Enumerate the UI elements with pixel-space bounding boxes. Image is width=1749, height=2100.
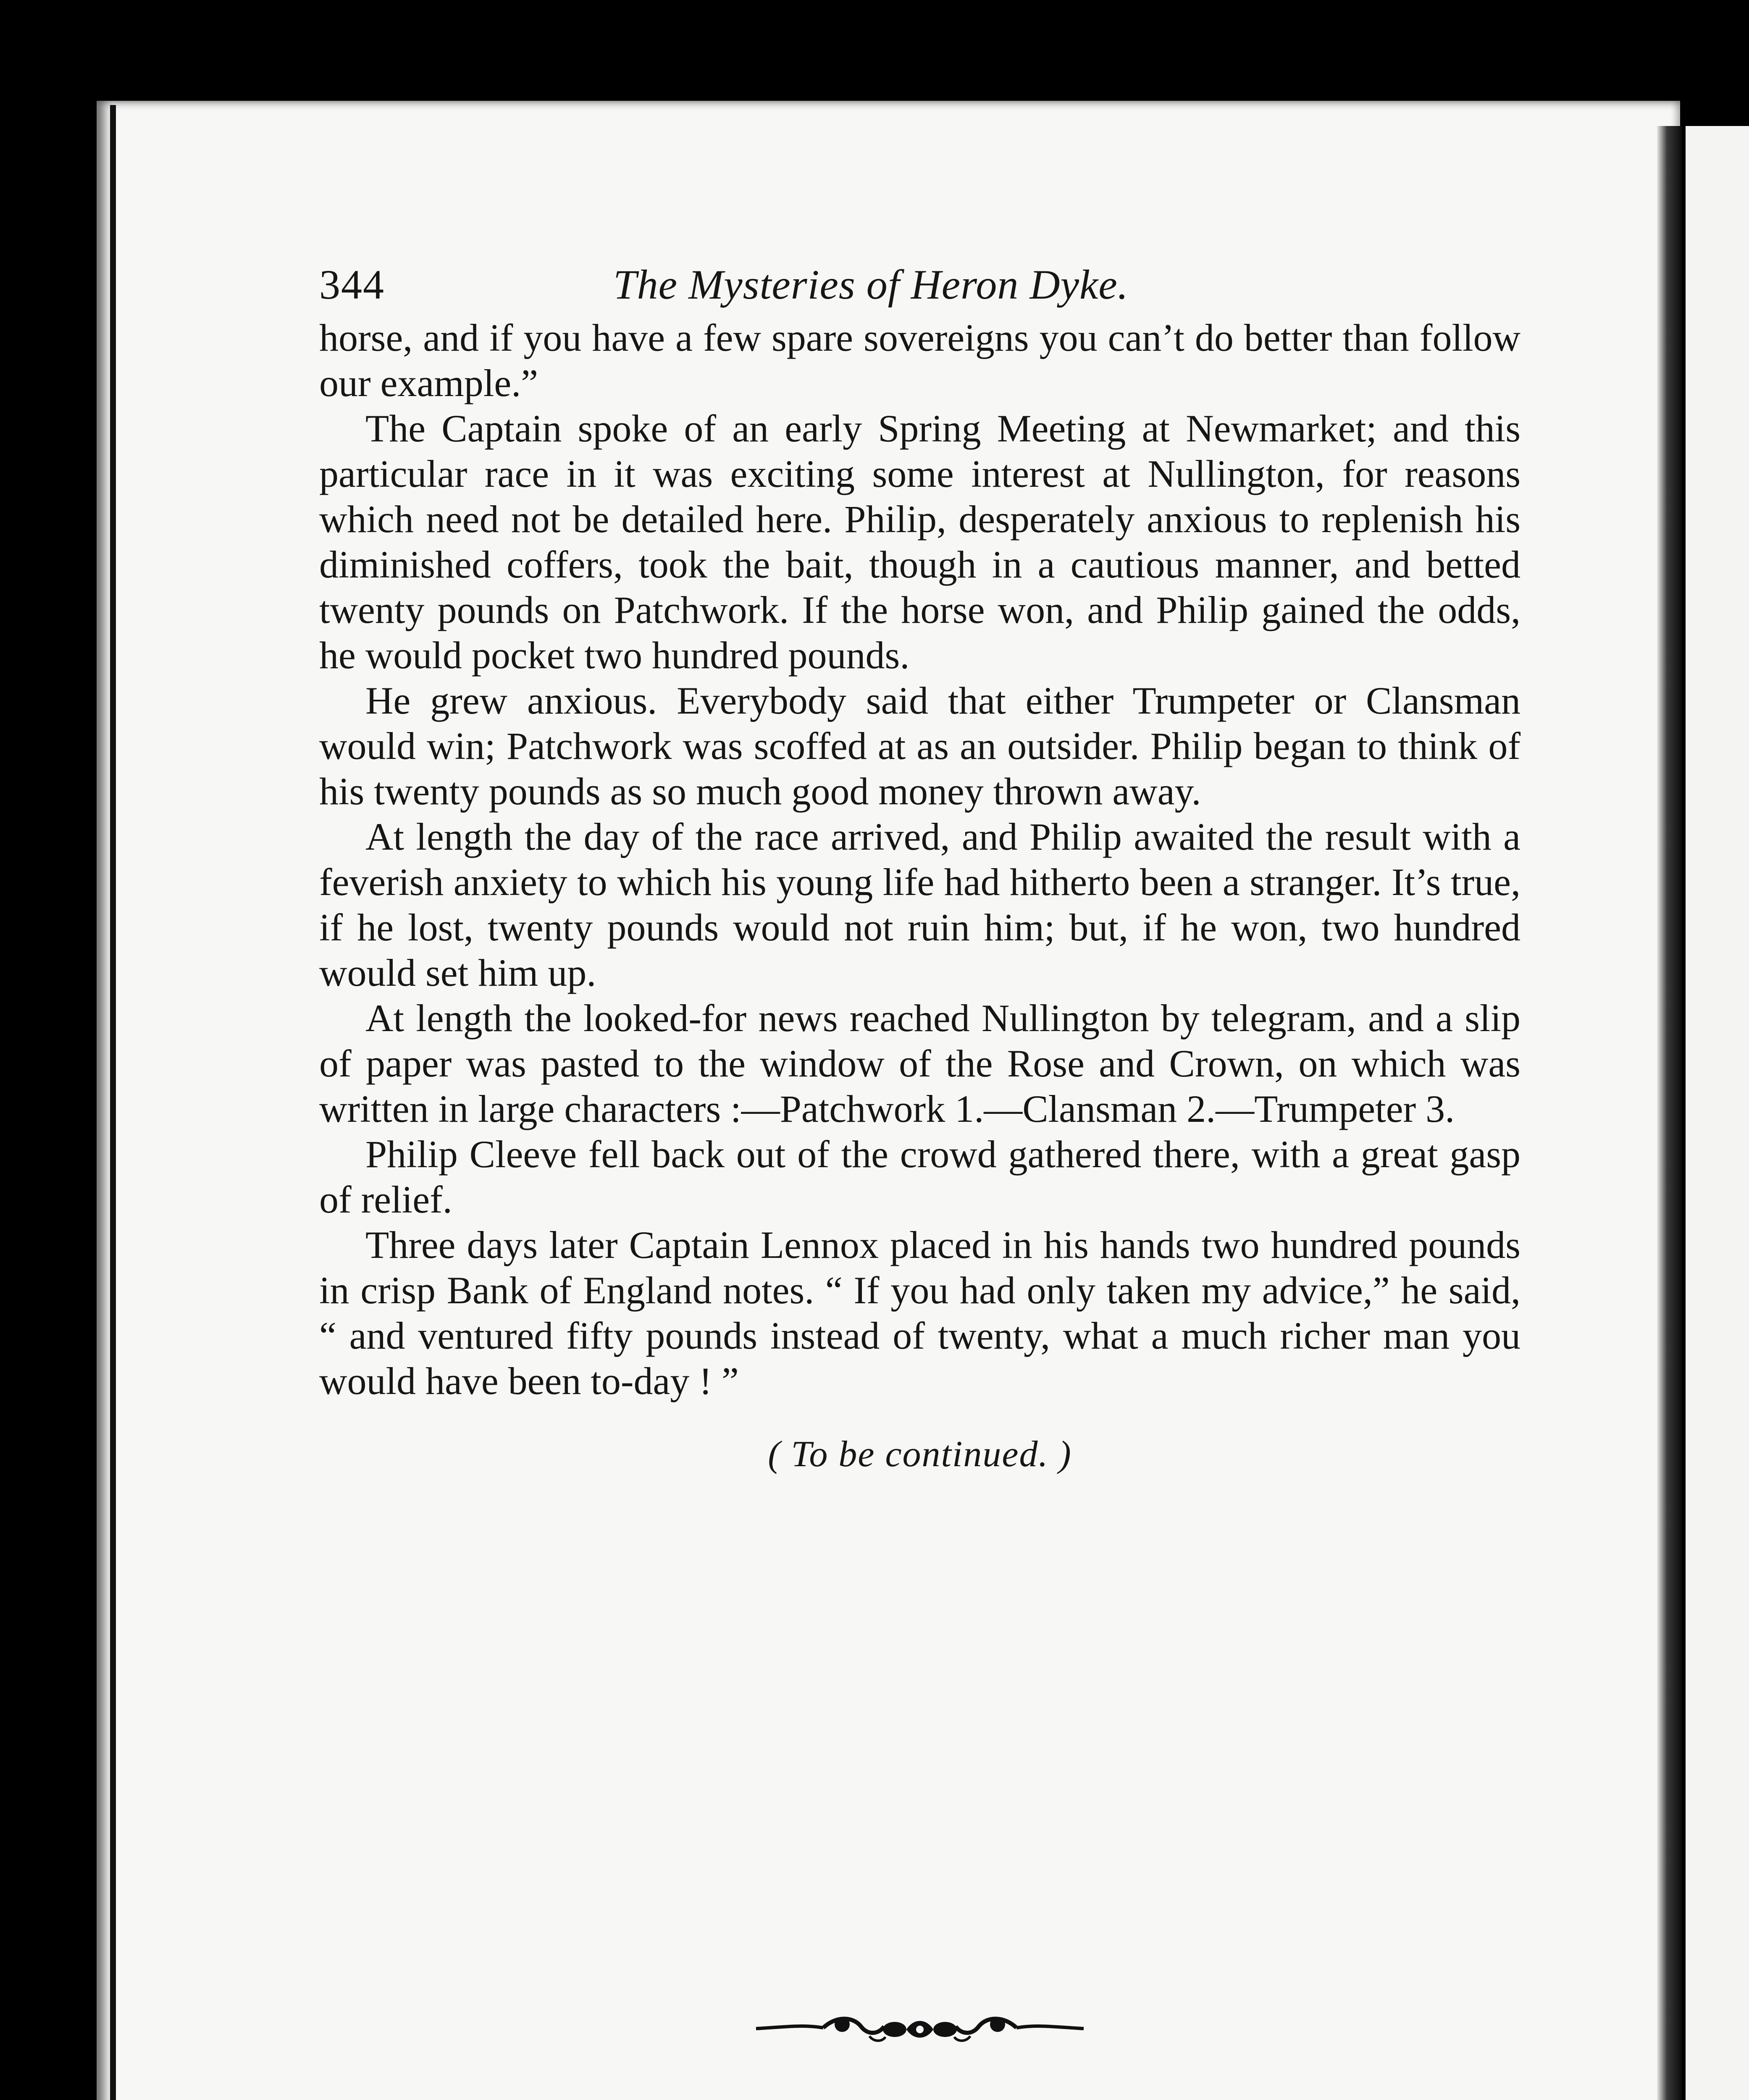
body-text xyxy=(319,315,1521,1404)
to-be-continued-note: ( To be continued. ) xyxy=(768,1434,1072,1475)
page-gutter-shadow xyxy=(110,105,116,2100)
paragraph: Three days later Captain Lennox placed in his hands two hundred pounds in crisp Bank of England notes. “ If you had only taken my advice,” he said, “ and ventured fifty pounds instead of twenty, what a much richer man you would have been to-day ! ” xyxy=(319,1223,1521,1402)
running-head xyxy=(319,252,1521,315)
running-title: The Mysteries of Heron Dyke. xyxy=(613,261,1129,308)
vine-ornament-icon xyxy=(752,2012,1088,2045)
paragraph: Philip Cleeve fell back out of the crowd gathered there, with a great gasp of relief. xyxy=(319,1133,1521,1221)
paragraph: At length the day of the race arrived, and Philip awaited the result with a feverish anxiety to which his young life had hitherto been a stranger. It’s true, if he lost, twenty pounds would not ruin him; but, if he won, two hundred would set him up. xyxy=(319,815,1521,994)
paragraph: At length the looked-for news reached Nullington by telegram, and a slip of paper was pasted to the window of the Rose and Crown, on which was written in large characters :—Patchwork 1.—Clansman 2.—Trumpeter 3. xyxy=(319,997,1521,1130)
page-fold-shadow xyxy=(1657,126,1682,2100)
next-page-edge xyxy=(1682,126,1749,2100)
paragraph: The Captain spoke of an early Spring Meeting at Newmarket; and this particular race in it was exciting some interest at Nullington, for reasons which need not be detailed here. Philip, desperately anxious to replenish his diminished coffers, took the bait, though in a cautious manner, and betted twenty pounds on Patchwork. If the horse won, and Philip gained the odds, he would pocket two hundred pounds. xyxy=(319,407,1521,677)
paragraph-continuation: horse, and if you have a few spare sovereigns you can’t do better than follow our example.” xyxy=(319,316,1521,404)
page-number: 344 xyxy=(319,261,385,308)
page-content xyxy=(319,252,1521,1475)
paragraph: He grew anxious. Everybody said that either Trumpeter or Clansman would win; Patchwork was scoffed at as an outsider. Philip began to think of his twenty pounds as so much good money thrown away. xyxy=(319,679,1521,813)
